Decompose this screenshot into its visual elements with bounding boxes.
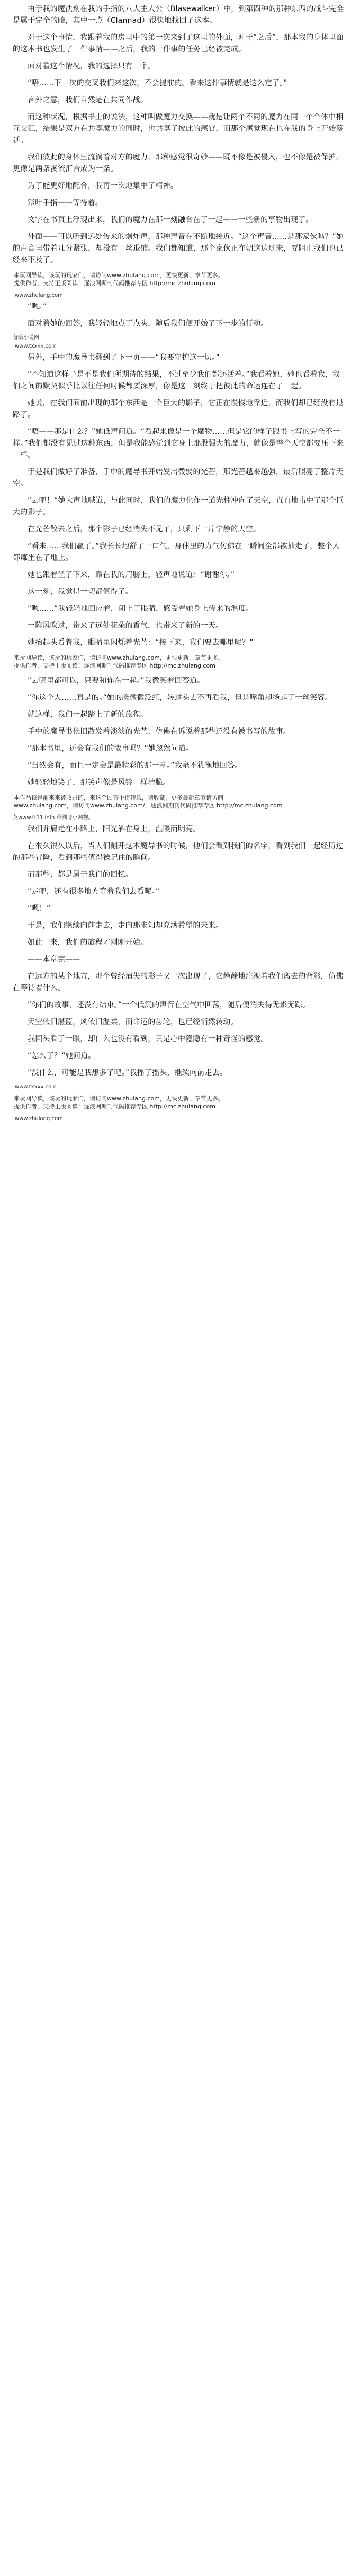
paragraph: 彩叶手指——等待着。 [28, 199, 103, 207]
paragraph: 她轻轻地笑了，那笑声像是风铃一样清脆。 [28, 778, 170, 787]
paragraph: 外面——可以听到远处传来的爆炸声，那种声音在不断地接近。“这个声音……是那家伙吗？”她的声音里带着几分紧张，却没有一丝退缩。我们都知道，那个家伙正在朝这边过来，要阻止我们也已经来不及了。 [13, 233, 344, 264]
site-title-mark: 备暗小说网 [13, 335, 39, 341]
paragraph: 面对着她的回答，我轻轻地点了点头，随后我们便开始了下一步的行动。 [28, 319, 268, 328]
paragraph: “怎么了？”她问道。 [28, 1052, 96, 1060]
paragraph: 在光芒散去之后，那个影子已经消失不见了，只剩下一片宁静的天空。 [28, 525, 261, 534]
paragraph: 天空依旧湛蓝，风依旧温柔，而命运的齿轮，也已经悄然转动。 [28, 1018, 238, 1026]
paragraph: “当然会有，而且一定会是最精彩的那一章。”我毫不犹豫地回答。 [28, 761, 242, 770]
paragraph: 为了能更好地配合，我再一次地集中了精神。 [28, 182, 178, 190]
paragraph: 而这种状况，根据书上的说法，这种叫做魔力交换——就是让两个不同的魔力在同一个个体中相互交汇，结果是双方在共享魔力的同时，也共享了彼此的感官，而那个感觉现在也在我的身上开始蔓延。 [13, 113, 344, 145]
paragraph: 我回头看了一眼，却什么也没有看到，只是心中隐隐有一种奇怪的感觉。 [28, 1035, 268, 1043]
paragraph: “走吧，还有很多地方等着我们去看呢。” [28, 887, 160, 896]
paragraph: 在远方的某个地方，那个曾经消失的影子又一次出现了，它静静地注视着我们离去的背影，仿佛在等待着什么。 [13, 972, 344, 992]
paragraph: 另外，手中的魔导书翻到了下一页——“我要守护这一切。” [28, 353, 220, 362]
watermark-notice [13, 654, 347, 670]
paragraph: 我们并肩走在小路上，阳光洒在身上，温暖而明亮。 [28, 825, 201, 833]
watermark-line: 提供作者，支持正版阅读！逐浪网期刊代码推荐专区 http://mc.zhulang.com [14, 1103, 215, 1110]
site-mark: www.txxxx.com [15, 1084, 57, 1090]
paragraph: 于是，我们继续向前走去，走向那未知却充满希望的未来。 [28, 921, 223, 930]
site-mark: www.zhulang.com [15, 1116, 63, 1122]
paragraph: “那本书里，还会有我们的故事吗？”她忽然问道。 [28, 744, 194, 753]
watermark-line: 来玩网导读，该玩的玩家们，请访问www.zhulang.com，更快更新，章节更多。 [14, 1095, 224, 1102]
paragraph: 言外之意，我们自然是在共同作战。 [28, 96, 148, 104]
paragraph: “去吧！”她大声地喊道，与此同时，我们的魔力化作一道光柱冲向了天空，直直地击中了那个巨大的影子。 [13, 496, 344, 517]
watermark-notice [13, 271, 347, 287]
paragraph: 她也跟着坐了下来，靠在我的肩膀上，轻声地说道：“谢谢你。” [28, 571, 235, 579]
paragraph: 而那些，都是属于我们的回忆。 [28, 870, 133, 879]
paragraph: 这一刻，我觉得一切都值得了。 [28, 588, 133, 596]
paragraph: 面对着这个情况，我的选择只有一个。 [28, 62, 156, 70]
site-mark: www.txxxx.com [15, 343, 57, 349]
watermark-notice [13, 794, 347, 810]
paragraph: 于是我们做好了准备，手中的魔导书开始发出微弱的光芒，那光芒越来越强，最后照亮了整片天空。 [13, 468, 344, 488]
paragraph: “嗯……”我轻轻地回应着，闭上了眼睛，感受着她身上传来的温度。 [28, 605, 254, 613]
paragraph: “看来……我们赢了。”我长长地舒了一口气，身体里的力气仿佛在一瞬间全部被抽走了，整个人都瘫坐在了地上。 [13, 542, 340, 562]
paragraph: 如此一来，我们的旅程才刚刚开始。 [28, 938, 148, 947]
paragraph: 文字在书页上浮现出来，我们的魔力在那一刻融合在了一起——一些新的事物出现了。 [28, 216, 313, 224]
paragraph: “没什么，可能是我想多了吧。”我摇了摇头，继续向前走去。 [28, 1069, 228, 1077]
paragraph: 她说，在我们面前出现的那个东西是一个巨大的影子，它正在慢慢地靠近，而我们却已经没有退路了。 [13, 399, 344, 419]
paragraph: 对于这个事情，我跟着我的房里中的第一次来到了这里的外面，对于“之后”，那本我的身体里面的这本书也发生了一件事情——之后，我的一件事的任务已经被完成。 [13, 33, 344, 54]
paragraph: “唔……下一次的交叉我们来这次，不会提前的。看来这件事情就是这么定了。” [28, 79, 287, 87]
site-mark: www.zhulang.com [15, 292, 63, 298]
paragraph: “不知道这样子是不是我们所期待的结果，不过至少我们都还活着。”我看着她，她也看着我，我们之间的默契似乎比以往任何时候都要深厚，像是这一刻终于把彼此的命运连在了一起。 [13, 370, 340, 390]
paragraph: “你这个人……真是的。”她的脸微微泛红，转过头去不再看我，但是嘴角却扬起了一丝笑容。 [28, 694, 332, 702]
paragraph: “嗯。” [28, 303, 47, 311]
paragraph: “你们的故事，还没有结束。”一个低沉的声音在空气中回荡，随后便消失得无影无踪。 [28, 1001, 310, 1009]
paragraph: 她抬起头看着我，眼睛里闪烁着光芒：“接下来，我们要去哪里呢？” [28, 638, 254, 647]
paragraph: 在很久很久以后，当人们翻开这本魔导书的时候，他们会看到我们的名字，看到我们一起经历过的那些冒险，看到那些值得被记住的瞬间。 [13, 842, 344, 862]
paragraph: 由于我的魔法刻在我的手指的八大主人公（Blasewalker）中，到第四种的那种东西的战斗完全是属于完全的暗，其中一点（Clannad）很快地找回了这本。 [13, 5, 344, 25]
watermark-notice [13, 1095, 347, 1111]
paragraph: ——本章完—— [28, 955, 80, 964]
inline-site-mark: 英www.tt11.info 草溯博小网物。 [13, 815, 94, 821]
watermark-line: 来玩网导读，该玩的玩家们，请访问www.zhulang.com，更快更新，章节更多。 [14, 654, 224, 661]
paragraph: 我们彼此的身体里流淌着对方的魔力，那种感觉很奇妙——既不像是被侵入，也不像是被保护，更像是两条溪流汇合成为一条。 [13, 153, 344, 173]
watermark-line: 来玩网导读，该玩的玩家们，请访问www.zhulang.com，更快更新，章节更多。 [14, 272, 224, 279]
paragraph: 一阵风吹过，带来了远处花朵的香气，也带来了新的一天。 [28, 621, 223, 630]
watermark-line: www.zhulang.com，请访问www.zhulang.com/，逐浪网期刊代码推荐专区 http://mc.zhulang.com [14, 802, 283, 809]
paragraph: “唔——那是什么？”她低声问道。“看起来像是一个魔物……但是它的样子跟书上写的完全不一样。”我们都没有见过这种东西，但是我能感觉到它身上那股强大的魔力，就像是整个天空都要压下来一样。 [13, 428, 344, 459]
watermark-line: 本作品该是前来来被收录的，来这个回答不得转载，请收藏，更多最新章节请访问 [14, 794, 223, 801]
paragraph: 手中的魔导书依旧散发着淡淡的光芒，仿佛在诉说着那些还没有被书写的故事。 [28, 727, 291, 736]
watermark-line: 提供作者，支持正版阅读！逐浪网期刊代码推荐专区 http://mc.zhulang.com [14, 280, 215, 287]
paragraph: 就这样，我们一起踏上了新的旅程。 [28, 710, 148, 719]
paragraph: “嗯！” [28, 904, 51, 913]
watermark-line: 提供作者，支持正版阅读！逐浪网期刊代码推荐专区 http://mc.zhulang.com [14, 662, 215, 669]
paragraph: “去哪里都可以，只要和你在一起。”我微笑着回答道。 [28, 677, 205, 685]
